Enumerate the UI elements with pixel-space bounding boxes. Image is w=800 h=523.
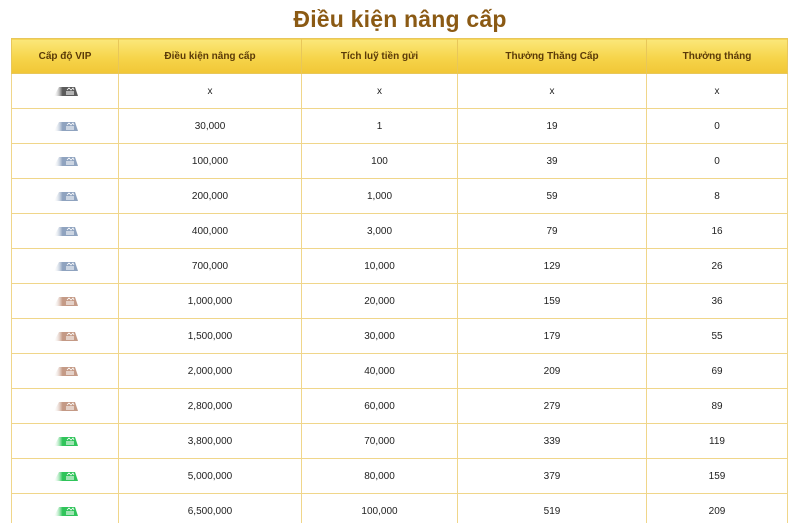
vip-upgrade-table — [11, 38, 788, 523]
monthly-bonus-cell: 16 — [647, 214, 788, 249]
column-header-promotion-bonus: Thưởng Thăng Cấp — [458, 39, 647, 74]
upgrade-condition-cell: 6,500,000 — [119, 494, 302, 523]
vip-level-cell — [12, 249, 119, 284]
table-row — [12, 389, 788, 424]
vip-badge-silver-icon — [51, 225, 79, 237]
vip-badge-bronze-icon — [51, 330, 79, 342]
vip-level-cell — [12, 389, 119, 424]
deposit-total-cell: x — [302, 74, 458, 109]
vip-badge-bronze-icon — [51, 365, 79, 377]
vip-level-cell — [12, 179, 119, 214]
monthly-bonus-cell: 26 — [647, 249, 788, 284]
page-title: Điều kiện nâng cấp — [293, 6, 507, 32]
monthly-bonus-cell: 0 — [647, 109, 788, 144]
upgrade-condition-cell: 2,800,000 — [119, 389, 302, 424]
table-row — [12, 74, 788, 109]
promotion-bonus-cell: 209 — [458, 354, 647, 389]
monthly-bonus-cell: 89 — [647, 389, 788, 424]
promotion-bonus-cell: 129 — [458, 249, 647, 284]
table-row — [12, 249, 788, 284]
promotion-bonus-cell: 519 — [458, 494, 647, 523]
column-header-upgrade-condition: Điều kiện nâng cấp — [119, 39, 302, 74]
upgrade-condition-cell: 400,000 — [119, 214, 302, 249]
table-row — [12, 144, 788, 179]
vip-badge-silver-icon — [51, 120, 79, 132]
table-row — [12, 109, 788, 144]
deposit-total-cell: 70,000 — [302, 424, 458, 459]
monthly-bonus-cell: 55 — [647, 319, 788, 354]
monthly-bonus-cell: 36 — [647, 284, 788, 319]
vip-badge-bronze-icon — [51, 400, 79, 412]
vip-badge-green-icon — [51, 435, 79, 447]
monthly-bonus-cell: 69 — [647, 354, 788, 389]
vip-badge-green-icon — [51, 505, 79, 517]
monthly-bonus-cell: 159 — [647, 459, 788, 494]
deposit-total-cell: 100,000 — [302, 494, 458, 523]
table-row — [12, 424, 788, 459]
table-row — [12, 494, 788, 523]
vip-level-cell — [12, 74, 119, 109]
vip-level-cell — [12, 319, 119, 354]
upgrade-condition-cell: 5,000,000 — [119, 459, 302, 494]
promotion-bonus-cell: 179 — [458, 319, 647, 354]
deposit-total-cell: 60,000 — [302, 389, 458, 424]
vip-level-cell — [12, 424, 119, 459]
upgrade-condition-cell: 2,000,000 — [119, 354, 302, 389]
column-header-deposit-total: Tích luỹ tiền gửi — [302, 39, 458, 74]
deposit-total-cell: 10,000 — [302, 249, 458, 284]
upgrade-condition-cell: 3,800,000 — [119, 424, 302, 459]
vip-level-cell — [12, 459, 119, 494]
upgrade-condition-cell: 700,000 — [119, 249, 302, 284]
promotion-bonus-cell: 79 — [458, 214, 647, 249]
upgrade-condition-cell: 100,000 — [119, 144, 302, 179]
table-body — [12, 74, 788, 523]
monthly-bonus-cell: 8 — [647, 179, 788, 214]
table-header-row — [12, 39, 788, 74]
upgrade-condition-cell: 30,000 — [119, 109, 302, 144]
upgrade-condition-cell: 1,500,000 — [119, 319, 302, 354]
vip-badge-bronze-icon — [51, 295, 79, 307]
table-row — [12, 459, 788, 494]
promotion-bonus-cell: 19 — [458, 109, 647, 144]
table-row — [12, 179, 788, 214]
deposit-total-cell: 30,000 — [302, 319, 458, 354]
table-row — [12, 284, 788, 319]
table-row — [12, 214, 788, 249]
vip-level-cell — [12, 144, 119, 179]
deposit-total-cell: 1,000 — [302, 179, 458, 214]
deposit-total-cell: 1 — [302, 109, 458, 144]
monthly-bonus-cell: 119 — [647, 424, 788, 459]
promotion-bonus-cell: 339 — [458, 424, 647, 459]
promotion-bonus-cell: 159 — [458, 284, 647, 319]
column-header-monthly-bonus: Thưởng tháng — [647, 39, 788, 74]
upgrade-condition-cell: 200,000 — [119, 179, 302, 214]
table-header — [12, 39, 788, 74]
vip-badge-dark-icon — [51, 85, 79, 97]
vip-badge-silver-icon — [51, 190, 79, 202]
deposit-total-cell: 100 — [302, 144, 458, 179]
vip-level-cell — [12, 354, 119, 389]
vip-badge-silver-icon — [51, 155, 79, 167]
promotion-bonus-cell: 39 — [458, 144, 647, 179]
vip-level-cell — [12, 284, 119, 319]
vip-level-cell — [12, 214, 119, 249]
upgrade-condition-cell: 1,000,000 — [119, 284, 302, 319]
table-row — [12, 319, 788, 354]
monthly-bonus-cell: 209 — [647, 494, 788, 523]
promotion-bonus-cell: x — [458, 74, 647, 109]
upgrade-condition-cell: x — [119, 74, 302, 109]
table-row — [12, 354, 788, 389]
deposit-total-cell: 80,000 — [302, 459, 458, 494]
deposit-total-cell: 40,000 — [302, 354, 458, 389]
vip-badge-green-icon — [51, 470, 79, 482]
column-header-vip-level: Cấp độ VIP — [12, 39, 119, 74]
promotion-bonus-cell: 379 — [458, 459, 647, 494]
vip-badge-silver-icon — [51, 260, 79, 272]
vip-level-cell — [12, 494, 119, 523]
vip-level-cell — [12, 109, 119, 144]
promotion-bonus-cell: 59 — [458, 179, 647, 214]
deposit-total-cell: 3,000 — [302, 214, 458, 249]
monthly-bonus-cell: 0 — [647, 144, 788, 179]
promotion-bonus-cell: 279 — [458, 389, 647, 424]
monthly-bonus-cell: x — [647, 74, 788, 109]
deposit-total-cell: 20,000 — [302, 284, 458, 319]
